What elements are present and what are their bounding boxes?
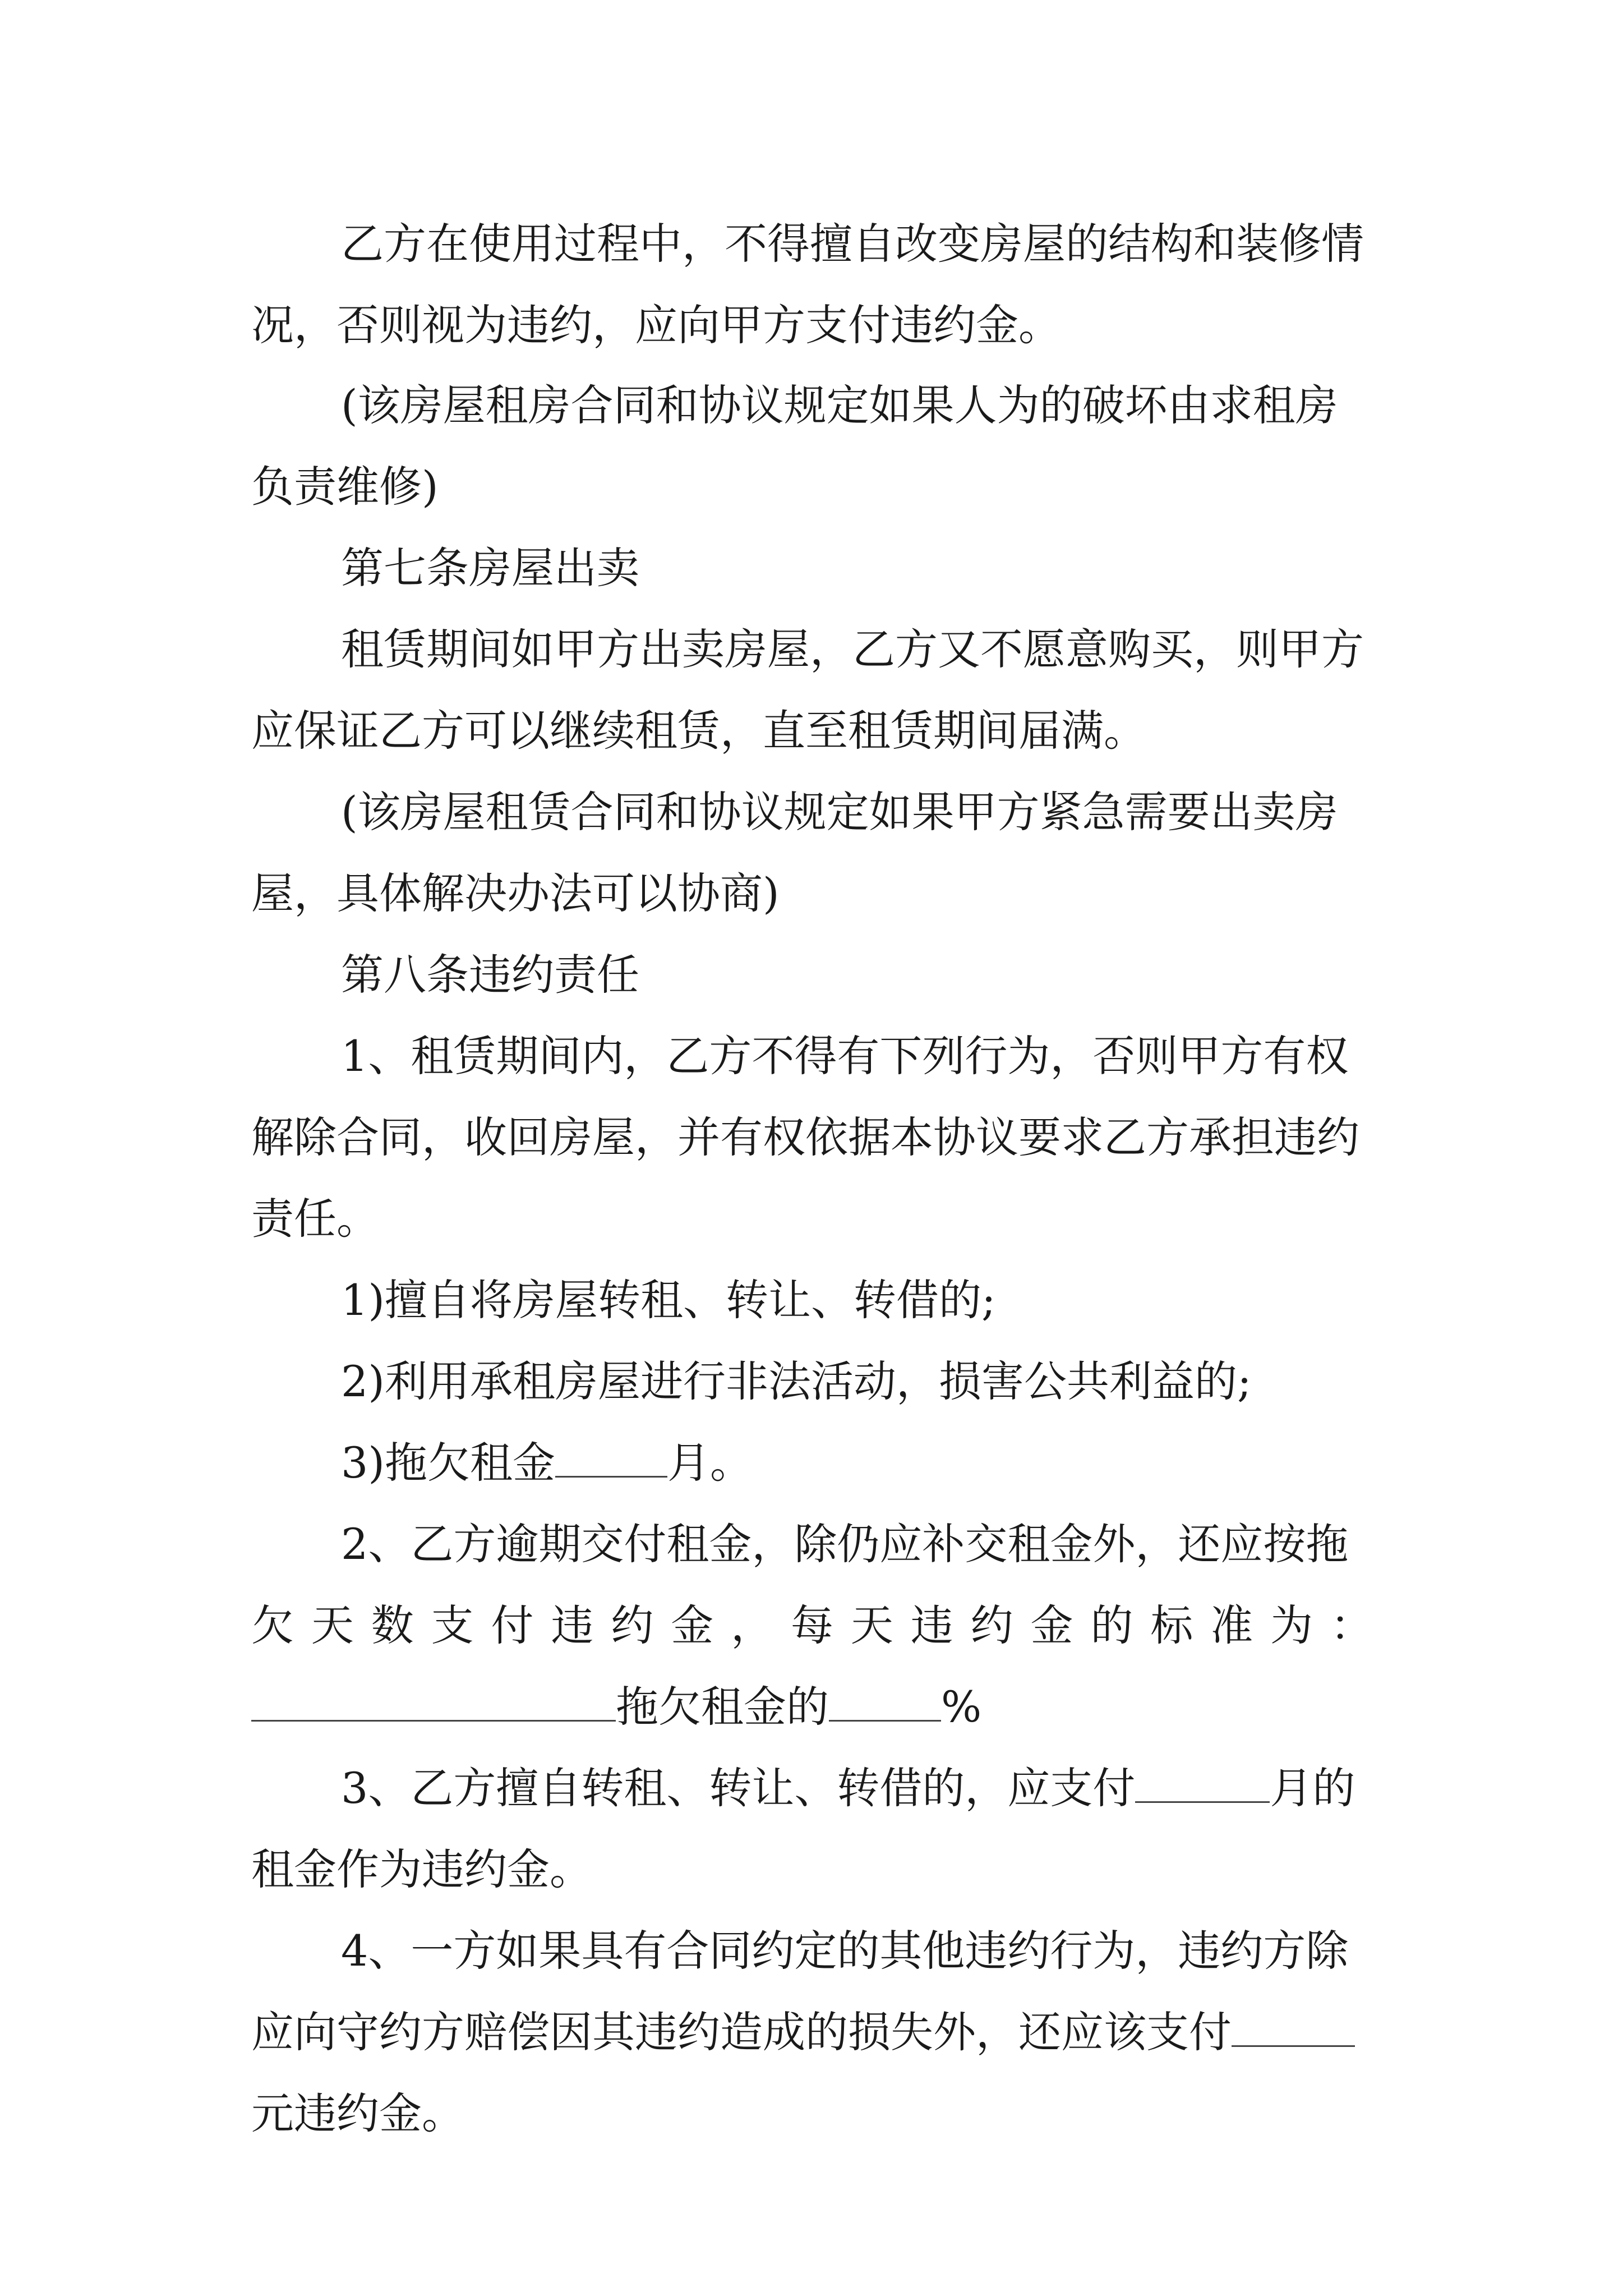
paragraph-repair-note: (该房屋租房合同和协议规定如果人为的破坏由求租房负责维修) [251,380,1338,512]
paragraph-other-breach-line-3: 元违约金。 [251,2088,464,2138]
blank-penalty-months-field[interactable] [1135,1762,1270,1803]
paragraph-sale-note: (该房屋租赁合同和协议规定如果甲方紧急需要出卖房屋，具体解决办法可以协商) [251,787,1338,918]
heading-article-8: 第八条违约责任 [341,950,639,1000]
blank-penalty-amount-field[interactable] [1232,2006,1355,2047]
percent-sign: % [941,1682,982,1732]
penalty-rate-text: 拖欠租金的 [616,1682,829,1732]
heading-article-7: 第七条房屋出卖 [341,543,639,593]
sublet-penalty-suffix: 月的 [1270,1763,1355,1813]
arrears-suffix: 月。 [667,1438,753,1488]
paragraph-structure-change: 乙方在使用过程中，不得擅自改变房屋的结构和装修情况，否则视为违约，应向甲方支付违约金。 [251,219,1364,350]
list-item-arrears [251,1422,1373,1503]
list-item-illegal-use: 2)利用承租房屋进行非法活动，损害公共利益的; [341,1356,1252,1406]
blank-months-field[interactable] [555,1437,667,1478]
sublet-penalty-text: 3、乙方擅自转租、转让、转借的，应支付 [341,1763,1136,1813]
list-item-sublet: 1)擅自将房屋转租、转让、转借的; [341,1275,996,1325]
paragraph-late-payment-line-1: 2、乙方逾期交付租金，除仍应补交租金外，还应按拖 [341,1519,1349,1569]
paragraph-house-sale: 租赁期间如甲方出卖房屋，乙方又不愿意购买，则甲方应保证乙方可以继续租赁，直至租赁期间届满。 [251,624,1364,756]
paragraph-late-payment-line-3 [251,1666,1373,1747]
blank-percent-field[interactable] [829,1681,941,1722]
paragraph-other-breach-line-2 [251,1991,1373,2073]
other-breach-text: 应向守约方赔偿因其违约造成的损失外，还应该支付 [251,2007,1232,2057]
blank-penalty-standard-field[interactable] [251,1681,616,1722]
paragraph-other-breach-line-1: 4、一方如果具有合同约定的其他违约行为，违约方除 [341,1926,1349,1976]
paragraph-breach-item-1: 1、租赁期间内，乙方不得有下列行为，否则甲方有权解除合同，收回房屋，并有权依据本协议要求乙方承担违约责任。 [251,1031,1359,1244]
paragraph-sublet-penalty-line-1 [251,1747,1373,1829]
paragraph-late-payment-line-2: 欠天数支付违约金，每天违约金的标准为： [251,1600,1373,1650]
paragraph-sublet-penalty-line-2: 租金作为违约金。 [251,1844,592,1894]
arrears-text: 3)拖欠租金 [341,1438,556,1488]
